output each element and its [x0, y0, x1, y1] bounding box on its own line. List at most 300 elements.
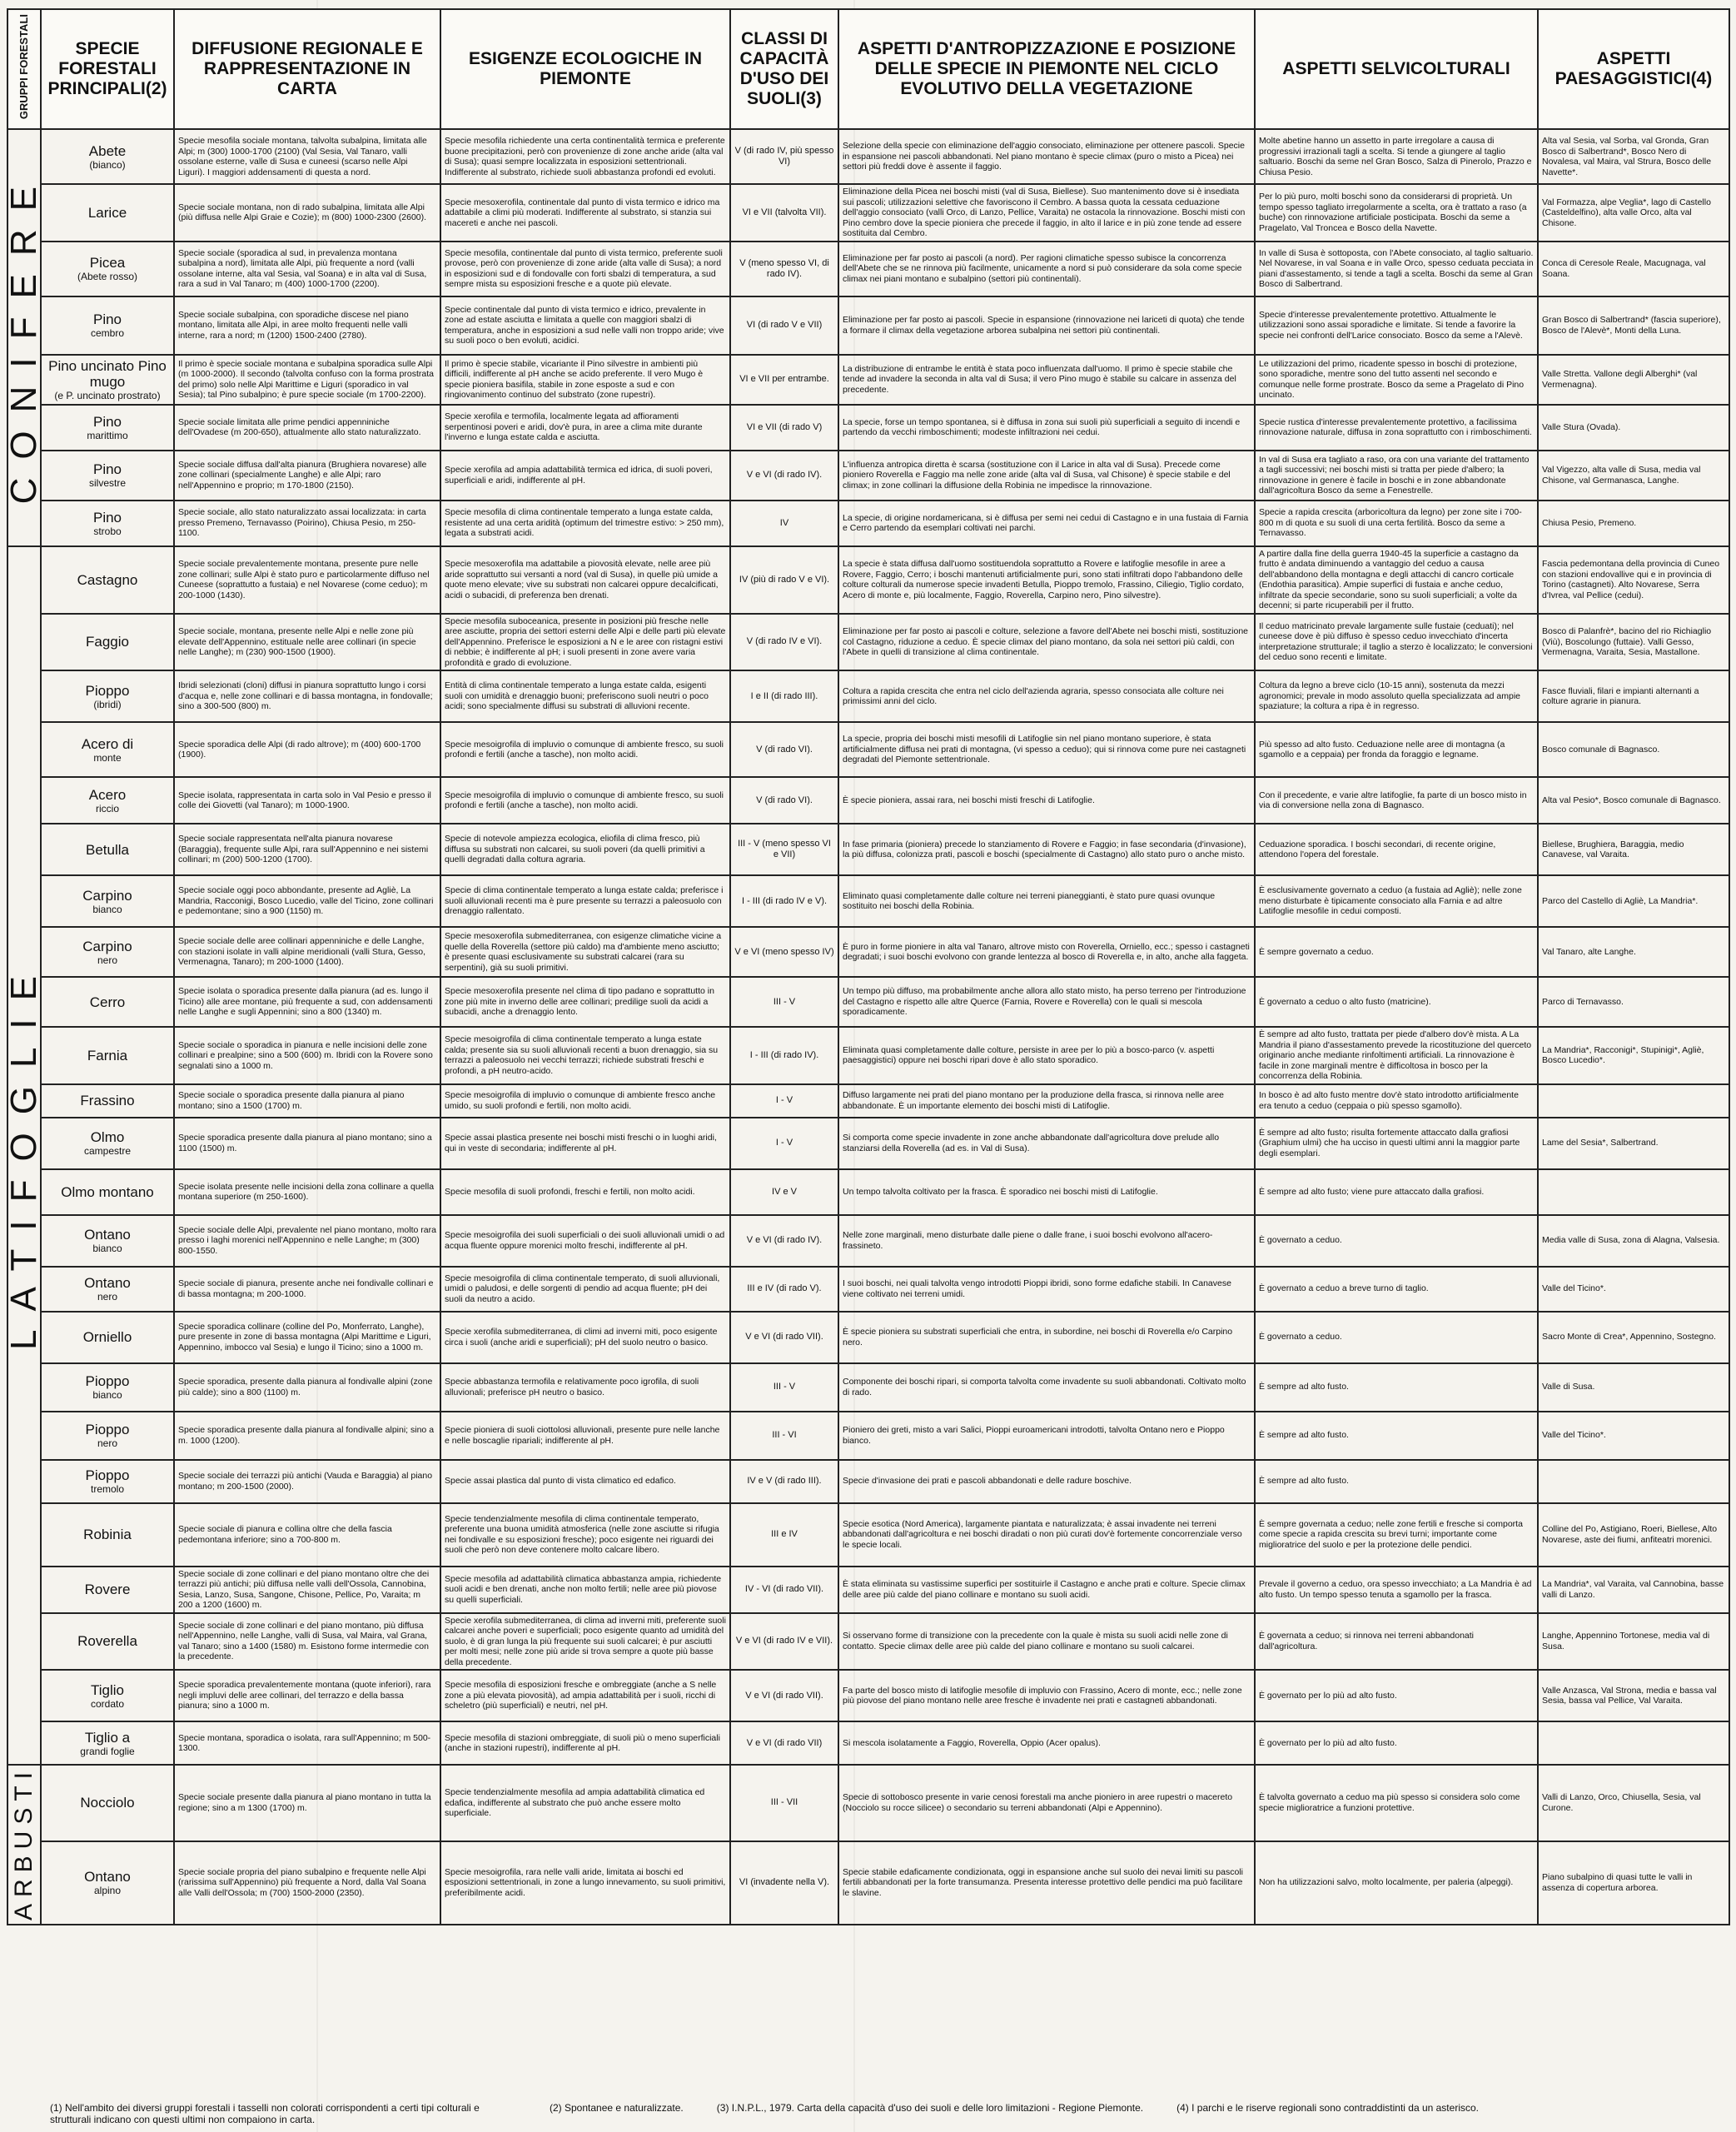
species-name — [41, 1841, 174, 1925]
selvicolturali-cell: Ceduazione sporadica. I boschi secondari, di recente origine, attendono l'opera del forestale. — [1255, 824, 1538, 875]
species-main: Pino uncinato Pino mugo — [48, 357, 167, 390]
table-row — [7, 614, 1729, 671]
esigenze-cell: Specie tendenzialmente mesofila ad ampia adattabilità climatica ed edafica, indifferente al substrato che può anche essere molto superficiale. — [440, 1765, 730, 1841]
table-row — [7, 355, 1729, 405]
species-sub: cembro — [90, 327, 124, 339]
classi-cell: VI e VII (talvolta VII). — [730, 184, 838, 242]
species-name — [41, 977, 174, 1027]
table-row — [7, 242, 1729, 296]
species-name — [41, 1765, 174, 1841]
species-sub: nero — [97, 954, 118, 966]
selvicolturali-cell: È governato a ceduo. — [1255, 1312, 1538, 1363]
species-name — [41, 184, 174, 242]
paesaggistici-cell: Colline del Po, Astigiano, Roeri, Biellese, Alto Novarese, aste dei fiumi, anfiteatri morenici. — [1538, 1503, 1729, 1567]
classi-cell: I e II (di rado III). — [730, 670, 838, 722]
species-name — [41, 1027, 174, 1084]
paesaggistici-cell: Valle del Ticino*. — [1538, 1267, 1729, 1312]
classi-cell: V (meno spesso VI, di rado IV). — [730, 242, 838, 296]
esigenze-cell: Specie pioniera di suoli ciottolosi alluvionali, presente pure nelle lanche e nelle boscaglie ripariali; indifferente al pH. — [440, 1412, 730, 1460]
species-sub: silvestre — [88, 477, 126, 489]
selvicolturali-cell: Coltura da legno a breve ciclo (10-15 anni), sostenuta da mezzi agronomici; prevale in modo assoluto quella specializzata ad ampie spaziature; la coltura a ripa è in regresso. — [1255, 670, 1538, 722]
classi-cell: I - V — [730, 1118, 838, 1169]
species-name — [41, 296, 174, 355]
species-name — [41, 1118, 174, 1169]
diffusione-cell: Specie sociale (sporadica al sud, in prevalenza montana subalpina a nord), limitata alle Alpi, più frequente a nord (valli ossolane interne, alta val Sesia, val Soana) e in alta val di Susa, rara a sud in Val Tanaro; m (400) 1000-1700 (2200). — [174, 242, 440, 296]
table-row — [7, 1363, 1729, 1412]
species-name — [41, 1670, 174, 1721]
diffusione-cell: Specie isolata, rappresentata in carta solo in Val Pesio e presso il colle dei Giovetti (val Tanaro); m 1000-1900. — [174, 777, 440, 824]
species-main: Betulla — [86, 841, 129, 858]
paesaggistici-cell: Bosco comunale di Bagnasco. — [1538, 722, 1729, 777]
species-main: Tiglio — [91, 1681, 124, 1698]
species-name — [41, 355, 174, 405]
species-main: Castagno — [77, 571, 138, 588]
diffusione-cell: Specie sociale rappresentata nell'alta pianura novarese (Baraggia), frequente sulle Alpi, rara sull'Appennino e nei sistemi collinari; m (200) 500-1200 (1700). — [174, 824, 440, 875]
diffusione-cell: Specie sociale oggi poco abbondante, presente ad Agliè, La Mandria, Racconigi, Bosco Lucedio, valle del Ticino, zone collinari e pedemontane; sino a 900 (1150) m. — [174, 875, 440, 927]
table-row — [7, 670, 1729, 722]
paesaggistici-cell: Alta val Pesio*, Bosco comunale di Bagnasco. — [1538, 777, 1729, 824]
diffusione-cell: Specie sporadica presente dalla pianura al fondivalle alpini; sino a m. 1000 (1200). — [174, 1412, 440, 1460]
selvicolturali-cell: È governato a ceduo a breve turno di taglio. — [1255, 1267, 1538, 1312]
table-row — [7, 1412, 1729, 1460]
diffusione-cell: Specie sociale delle Alpi, prevalente nel piano montano, molto rara presso i laghi morenici nell'Appennino e nelle Langhe; m (300) 800-1550. — [174, 1215, 440, 1267]
classi-cell: VI e VII (di rado V) — [730, 405, 838, 451]
diffusione-cell: Specie sociale di zone collinari e del piano montano, più diffusa nell'Appennino, nelle Langhe, valli di Susa, val Maira, val Grana, val Tanaro; sino a 1400 (1580) m. Esistono forme intermedie con la precedente. — [174, 1613, 440, 1671]
selvicolturali-cell: È governata a ceduo; si rinnova nei terreni abbandonati dall'agricoltura. — [1255, 1613, 1538, 1671]
paesaggistici-cell: Valle Anzasca, Val Strona, media e bassa val Sesia, bassa val Pellice, Val Varaita. — [1538, 1670, 1729, 1721]
paesaggistici-cell: Alta val Sesia, val Sorba, val Gronda, Gran Bosco di Salbertrand*, Bosco Nero di Novalesa, val Maira, val Strura, Bosco delle Navette*. — [1538, 129, 1729, 184]
classi-cell: IV e V (di rado III). — [730, 1460, 838, 1503]
header-classi: CLASSI DI CAPACITÀ D'USO DEI SUOLI(3) — [730, 9, 838, 129]
table-row — [7, 501, 1729, 546]
table-row — [7, 1027, 1729, 1084]
species-name — [41, 1412, 174, 1460]
species-name — [41, 875, 174, 927]
diffusione-cell: Specie sociale o sporadica in pianura e nelle incisioni delle zone collinari e prealpine; sino a 500 (600) m. Ibridi con la Rovere sono segnalati sino a 1000 m. — [174, 1027, 440, 1084]
table-row — [7, 1765, 1729, 1841]
esigenze-cell: Entità di clima continentale temperato a lunga estate calda, esigenti suoli con umidità e drenaggio buoni; preferiscono suoli neutri o poco acidi; sono specialmente diffusi su substrati di alluvioni recente. — [440, 670, 730, 722]
classi-cell: V (di rado IV e VI). — [730, 614, 838, 671]
esigenze-cell: Specie tendenzialmente mesofila di clima continentale temperato, preferente una buona umidità atmosferica (nelle zone asciutte si rifugia nei fondivalle e su esposizioni fresche); poco esigente nei riguardi dei suoli che però non deve contenere molto calcare libero. — [440, 1503, 730, 1567]
selvicolturali-cell: Specie d'interesse prevalentemente protettivo. Attualmente le utilizzazioni sono assai sporadiche e limitate. Si tende a favorire la specie nei confronti dell'Larice consociato. Bosco da seme a l'Alevè. — [1255, 296, 1538, 355]
header-gruppi: GRUPPI FORESTALI — [7, 9, 41, 129]
species-main: Larice — [87, 204, 127, 221]
group-latifoglie — [2, 546, 44, 1766]
footnote-4: (4) I parchi e le riserve regionali sono contraddistinti da un asterisco. — [1176, 2102, 1479, 2114]
esigenze-cell: Specie mesoxerofila, continentale dal punto di vista termico e idrico ma adattabile a climi più moderati. Indifferente al substrato, si stanzia sui macereti e anche nei pascoli. — [440, 184, 730, 242]
antropizzazione-cell: Eliminazione per far posto ai pascoli. Specie in espansione (rinnovazione nei lariceti di quota) che tende a formare il climax della vegetazione arborea subalpina nei settori più continentali. — [838, 296, 1255, 355]
species-sub: strobo — [93, 525, 122, 537]
species-name — [41, 1503, 174, 1567]
species-sub: (ibridi) — [93, 698, 122, 710]
selvicolturali-cell: Non ha utilizzazioni salvo, molto localmente, per paleria (alpeggi). — [1255, 1841, 1538, 1925]
antropizzazione-cell: Specie stabile edaficamente condizionata, oggi in espansione anche sul suolo dei nevai limiti su pascoli fertili abbandonati per la forte transumanza. Presenta interesse protettivo delle pendici ma può facilitare le slavine. — [838, 1841, 1255, 1925]
esigenze-cell: Specie mesofila di clima continentale temperato a lunga estate calda, resistente ad una certa aridità (optimum del trimestre estivo: > 250 mm), legata a substrati acidi. — [440, 501, 730, 546]
antropizzazione-cell: Un tempo talvolta coltivato per la frasca. È sporadico nei boschi misti di Latifoglie. — [838, 1169, 1255, 1215]
species-sub: marittimo — [87, 429, 128, 441]
classi-cell: V (di rado VI). — [730, 777, 838, 824]
species-main: Rovere — [84, 1582, 131, 1597]
paesaggistici-cell: Sacro Monte di Crea*, Appennino, Sostegno. — [1538, 1312, 1729, 1363]
species-main: Pioppo — [85, 1467, 130, 1483]
species-main: Pino — [92, 413, 122, 430]
species-main: Pioppo — [85, 682, 130, 699]
paesaggistici-cell: La Mandria*, val Varaita, val Cannobina, basse valli di Lanzo. — [1538, 1567, 1729, 1613]
paesaggistici-cell: Langhe, Appennino Tortonese, media val di Susa. — [1538, 1613, 1729, 1671]
esigenze-cell: Specie mesoigrofila di clima continentale temperato, di suoli alluvionali, umidi o paludosi, e delle sorgenti di pendio ad acqua fluente; pH dei suoli da neutro a acido. — [440, 1267, 730, 1312]
species-main: Orniello — [82, 1329, 132, 1345]
species-sub: cordato — [90, 1697, 125, 1710]
paesaggistici-cell: Valle del Ticino*. — [1538, 1412, 1729, 1460]
classi-cell: III e IV (di rado V). — [730, 1267, 838, 1312]
diffusione-cell: Specie sociale, montana, presente nelle Alpi e nelle zone più elevate dell'Appennino, estituale nelle aree collinari (in specie nelle Langhe); m (230) 900-1500 (1900). — [174, 614, 440, 671]
selvicolturali-cell: In bosco è ad alto fusto mentre dov'è stato introdotto artificialmente era tenuto a ceduo (ceppaia o più spesso sgamollo). — [1255, 1084, 1538, 1118]
species-sub: alpino — [93, 1885, 122, 1897]
species-sub: bianco — [92, 1243, 122, 1254]
classi-cell: IV (più di rado V e VI). — [730, 546, 838, 614]
footnote-2: (2) Spontanee e naturalizzate. — [550, 2102, 684, 2114]
antropizzazione-cell: Si comporta come specie invadente in zone anche abbandonate dall'agricoltura dove prelude allo stanziarsi della Roverella (ad es. in Val di Susa). — [838, 1118, 1255, 1169]
diffusione-cell: Specie sociale di pianura e collina oltre che della fascia pedemontana inferiore; sino a 700-800 m. — [174, 1503, 440, 1567]
species-sub: nero — [97, 1437, 118, 1449]
group-label: ARBUSTI — [9, 1766, 37, 1921]
species-main: Ontano — [84, 1227, 131, 1243]
paesaggistici-cell: Chiusa Pesio, Premeno. — [1538, 501, 1729, 546]
species-name — [41, 1460, 174, 1503]
selvicolturali-cell: È governato per lo più ad alto fusto. — [1255, 1670, 1538, 1721]
paesaggistici-cell: Bosco di Palanfrè*, bacino del rio Richiaglio (Viù), Boscolungo (futtaie). Valli Gesso, Vermenagna, Varaita, Sesia, Mastallone. — [1538, 614, 1729, 671]
esigenze-cell: Specie mesoigrofila di clima continentale temperato a lunga estate calda; presente sia su suoli alluvionali recenti a buon drenaggio, sia su terrazzi a paleosuolo nei vecchi terrazzi; richiede substrati freschi e profondi, a pH neutro-acido. — [440, 1027, 730, 1084]
footnote-1: (1) Nell'ambito dei diversi gruppi forestali i tasselli non colorati corrispondenti a certi tipi colturali e strutturali indicano con questi ultimi non compaiono in carta. — [50, 2102, 480, 2125]
selvicolturali-cell: È sempre governato a ceduo. — [1255, 927, 1538, 977]
antropizzazione-cell: Fa parte del bosco misto di latifoglie mesofile di impluvio con Frassino, Acero di monte, ecc.; nelle zone più piovose del piano montano nelle aree fresche è invadente nei prati e castagneti abbandonati. — [838, 1670, 1255, 1721]
classi-cell: III - V (meno spesso VI e VII) — [730, 824, 838, 875]
table-row — [7, 875, 1729, 927]
antropizzazione-cell: Eliminato quasi completamente dalle colture nei terreni pianeggianti, è stato pure quasi ovunque sostituito nei boschi della Robinia. — [838, 875, 1255, 927]
antropizzazione-cell: La distribuzione di entrambe le entità è stata poco influenzata dall'uomo. Il primo è specie stabile che tende ad invadere la seconda in alta val di Susa; il vero Pino mugo è stabile su calcare in assenza del precedente. — [838, 355, 1255, 405]
species-name — [41, 1312, 174, 1363]
species-name — [41, 546, 174, 614]
species-name — [41, 405, 174, 451]
esigenze-cell: Specie mesoigrofila di impluvio o comunque di ambiente fresco, su suoli profondi e fertili (anche a tasche), non molto acidi. — [440, 777, 730, 824]
table-row — [7, 129, 1729, 184]
species-sub: bianco — [92, 903, 122, 915]
classi-cell: IV - VI (di rado VII). — [730, 1567, 838, 1613]
selvicolturali-cell: È sempre ad alto fusto. — [1255, 1460, 1538, 1503]
selvicolturali-cell: È governato a ceduo. — [1255, 1215, 1538, 1267]
esigenze-cell: Specie xerofila e termofila, localmente legata ad affioramenti serpentinosi poveri e aridi, dov'è pura, in aree a clima mite durante l'inverno e lunga estate calda e asciutta. — [440, 405, 730, 451]
group-label: CONIFERE — [2, 167, 44, 505]
header-antropizzazione: ASPETTI D'ANTROPIZZAZIONE E POSIZIONE DELLE SPECIE IN PIEMONTE NEL CICLO EVOLUTIVO DELLA VEGETAZIONE — [838, 9, 1255, 129]
diffusione-cell: Specie sociale montana, non di rado subalpina, limitata alle Alpi (più diffusa nelle Alpi Graie e Cozie); m (800) 1000-2300 (2600). — [174, 184, 440, 242]
antropizzazione-cell: Eliminazione per far posto ai pascoli e colture, selezione a favore dell'Abete nei boschi misti, sostituzione col Castagno, riduzione a ceduo. È specie climax del piano montano, da sola nei settori più caldi, con l'Abete in quelli di transizione al clima continentale. — [838, 614, 1255, 671]
selvicolturali-cell: Specie a rapida crescita (arboricoltura da legno) per zone site i 700-800 m di quota e su suoli di una certa fertilità. Bosco da seme a Ternavasso. — [1255, 501, 1538, 546]
paesaggistici-cell: Parco del Castello di Agliè, La Mandria*. — [1538, 875, 1729, 927]
esigenze-cell: Specie mesofila di suoli profondi, freschi e fertili, non molto acidi. — [440, 1169, 730, 1215]
table-row — [7, 777, 1729, 824]
species-name — [41, 1567, 174, 1613]
table-row — [7, 1267, 1729, 1312]
esigenze-cell: Specie mesofila ad adattabilità climatica abbastanza ampia, richiedente suoli acidi e ben drenati, anche non molto fertili; nelle aree più piovose su quelli superficiali. — [440, 1567, 730, 1613]
selvicolturali-cell: Le utilizzazioni del primo, ricadente spesso in boschi di protezione, sono sporadiche, mentre sono del tutto assenti nel secondo e comunque nelle forme prostrate. Bosco da seme a Pragelato di Pino uncinato. — [1255, 355, 1538, 405]
selvicolturali-cell: Con il precedente, e varie altre latifoglie, fa parte di un bosco misto in via di conversione nella zona di Bagnasco. — [1255, 777, 1538, 824]
esigenze-cell: Specie mesoigrofila dei suoli superficiali o dei suoli alluvionali umidi o ad acqua fluente oppure morenici molto freschi, indifferente al pH. — [440, 1215, 730, 1267]
species-name — [41, 501, 174, 546]
classi-cell: VI (invadente nella V). — [730, 1841, 838, 1925]
species-sub: nero — [97, 1291, 118, 1303]
paesaggistici-cell: Valle Stura (Ovada). — [1538, 405, 1729, 451]
antropizzazione-cell: La specie, propria dei boschi misti mesofili di Latifoglie sin nel piano montano superiore, è stata artificialmente diffusa nei prati di montagna, (vi spesso a ceduo); qui si rinnova come pure nei castagneti degradati del Piemonte settentrionale. — [838, 722, 1255, 777]
paesaggistici-cell: Val Formazza, alpe Veglia*, lago di Castello (Casteldelfino), alta valle Orco, alta val Chisone. — [1538, 184, 1729, 242]
classi-cell: I - III (di rado IV). — [730, 1027, 838, 1084]
paesaggistici-cell: Valli di Lanzo, Orco, Chiusella, Sesia, val Curone. — [1538, 1765, 1729, 1841]
selvicolturali-cell: Più spesso ad alto fusto. Ceduazione nelle aree di montagna (a sgamollo e a ceppaia) per fronda da foraggio e legname. — [1255, 722, 1538, 777]
diffusione-cell: Specie sociale diffusa dall'alta pianura (Brughiera novarese) alle zone collinari (specialmente Langhe) e alle Alpi; raro nell'Appennino e proprio; m 170-1800 (2150). — [174, 451, 440, 501]
species-name — [41, 614, 174, 671]
antropizzazione-cell: L'influenza antropica diretta è scarsa (sostituzione con il Larice in alta val di Susa). Precede come pioniero Roverella e Faggio ma nelle zone aride (alta val di Susa, val Chisone) è specie stabile e del climax; in zone collinari la diffusione della Robinia ne impedisce la rinnovazione. — [838, 451, 1255, 501]
species-main: Frassino — [80, 1093, 135, 1108]
species-sub: (e P. uncinato prostrato) — [54, 389, 161, 401]
paesaggistici-cell — [1538, 1721, 1729, 1765]
antropizzazione-cell: Eliminazione per far posto ai pascoli (a nord). Per ragioni climatiche spesso subisce la concorrenza dell'Abete che se ne rinnova più facilmente, unicamente a nord si può considerare da sola come specie climax nei piani montano e subalpino (settori più continentali). — [838, 242, 1255, 296]
antropizzazione-cell: Un tempo più diffuso, ma probabilmente anche allora allo stato misto, ha perso terreno per l'introduzione del Castagno e rispetto alle altre Querce (Farnia, Rovere e Roverella) con le quali si mescola sporadicamente. — [838, 977, 1255, 1027]
header-esigenze: ESIGENZE ECOLOGICHE IN PIEMONTE — [440, 9, 730, 129]
paesaggistici-cell: Val Vigezzo, alta valle di Susa, media val Chisone, val Germanasca, Langhe. — [1538, 451, 1729, 501]
antropizzazione-cell: Specie esotica (Nord America), largamente piantata e naturalizzata; è assai invadente nei terreni abbandonati dall'agricoltura e nei boschi diradati o non più curati dov'è fortemente concorrenziale verso le specie locali. — [838, 1503, 1255, 1567]
paesaggistici-cell: Lame del Sesia*, Salbertrand. — [1538, 1118, 1729, 1169]
diffusione-cell: Specie sociale o sporadica presente dalla pianura al piano montano; sino a 1500 (1700) m. — [174, 1084, 440, 1118]
table-row — [7, 296, 1729, 355]
antropizzazione-cell: Si mescola isolatamente a Faggio, Roverella, Oppio (Acer opalus). — [838, 1721, 1255, 1765]
species-name — [41, 1363, 174, 1412]
table-row — [7, 722, 1729, 777]
table-row — [7, 451, 1729, 501]
species-name — [41, 1084, 174, 1118]
species-sub: (Abete rosso) — [77, 271, 138, 282]
header-specie: SPECIE FORESTALI PRINCIPALI(2) — [41, 9, 174, 129]
table-row — [7, 977, 1729, 1027]
species-name — [41, 1215, 174, 1267]
species-main: Pioppo — [85, 1373, 130, 1389]
species-name — [41, 1267, 174, 1312]
table-row — [7, 824, 1729, 875]
antropizzazione-cell: Coltura a rapida crescita che entra nel ciclo dell'azienda agraria, spesso consociata alle colture nei primissimi anni del ciclo. — [838, 670, 1255, 722]
species-name — [41, 1169, 174, 1215]
species-main: Faggio — [86, 634, 129, 650]
antropizzazione-cell: La specie, di origine nordamericana, si è diffusa per semi nei cedui di Castagno e in una fustaia di Farnia e Cerro partendo da esemplari coltivati nei parchi. — [838, 501, 1255, 546]
paesaggistici-cell: Fascia pedemontana della provincia di Cuneo con stazioni endovallive qui e in provincia di Torino (castagneti). Alto Novarese, Serra d'Ivrea, val Pellice (cedui). — [1538, 546, 1729, 614]
antropizzazione-cell: È puro in forme pioniere in alta val Tanaro, altrove misto con Roverella, Orniello, ecc.; spesso i castagneti degradati; i suoi boschi evolvono con grande lentezza al bosco di Roverella e, in alto, anche alla faggeta. — [838, 927, 1255, 977]
classi-cell: VI e VII per entrambe. — [730, 355, 838, 405]
antropizzazione-cell: La specie, forse un tempo spontanea, si è diffusa in zona sui suoli più superficiali a seguito di incendi e partendo da vecchi rimboschimenti; modeste infiltrazioni nei cedui. — [838, 405, 1255, 451]
species-name — [41, 451, 174, 501]
diffusione-cell: Specie sociale di pianura, presente anche nei fondivalle collinari e di bassa montagna; m 200-1000. — [174, 1267, 440, 1312]
diffusione-cell: Specie sociale delle aree collinari appenniniche e delle Langhe, con stazioni isolate in valli alpine meridionali (valli Stura, Gesso, Vermenagna, Tanaro); m 200-1000 (1400). — [174, 927, 440, 977]
table-row — [7, 1613, 1729, 1671]
diffusione-cell: Specie mesofila sociale montana, talvolta subalpina, limitata alle Alpi; m (300) 1000-1700 (2100) (Val Sesia, Val Tanaro, valli ossolane esterne, valle di Susa e cuneesi (scarso nelle Alpi Liguri). I maggiori addensamenti di questa a nord. — [174, 129, 440, 184]
table-row — [7, 927, 1729, 977]
diffusione-cell: Specie sporadica presente dalla pianura al piano montano; sino a 1100 (1500) m. — [174, 1118, 440, 1169]
species-main: Carpino — [82, 887, 132, 904]
table-row — [7, 1215, 1729, 1267]
classi-cell: III - VI — [730, 1412, 838, 1460]
species-main: Nocciolo — [80, 1795, 135, 1811]
footnotes — [50, 2102, 1715, 2125]
selvicolturali-cell: È sempre ad alto fusto; viene pure attaccato dalla grafiosi. — [1255, 1169, 1538, 1215]
species-main: Farnia — [87, 1047, 128, 1064]
table-row — [7, 1084, 1729, 1118]
table-row — [7, 1118, 1729, 1169]
group-label: LATIFOGLIE — [2, 957, 44, 1351]
species-name — [41, 722, 174, 777]
diffusione-cell: Specie isolata presente nelle incisioni della zona collinare a quella montana superiore (m 250-1600). — [174, 1169, 440, 1215]
selvicolturali-cell: In val di Susa era tagliato a raso, ora con una variante del trattamento a tagli successivi; nei boschi misti si tratta per piede d'albero; la rinnovazione in genere è facile in boschi e in zone abbandonate dall'agricoltura Bosco da seme a Fenestrelle. — [1255, 451, 1538, 501]
selvicolturali-cell: In valle di Susa è sottoposta, con l'Abete consociato, al taglio saltuario. Nel Novarese, in val Soana e in valle Orco, spesso ceduata pecciata in piani d'assestamento, si tende a tagli a scelta. Boschi da seme al Gran Bosco di Salbertrand. — [1255, 242, 1538, 296]
table-row — [7, 405, 1729, 451]
antropizzazione-cell: Componente dei boschi ripari, si comporta talvolta come invadente su suoli abbandonati. Coltivato molto di rado. — [838, 1363, 1255, 1412]
group-conifere — [2, 129, 44, 546]
species-main: Cerro — [89, 994, 126, 1010]
species-name — [41, 927, 174, 977]
paesaggistici-cell: Val Tanaro, alte Langhe. — [1538, 927, 1729, 977]
classi-cell: I - III (di rado IV e V). — [730, 875, 838, 927]
paesaggistici-cell: Piano subalpino di quasi tutte le valli in assenza di copertura arborea. — [1538, 1841, 1729, 1925]
table-row — [7, 1460, 1729, 1503]
classi-cell: III e IV — [730, 1503, 838, 1567]
classi-cell: I - V — [730, 1084, 838, 1118]
diffusione-cell: Specie sociale subalpina, con sporadiche discese nel piano montano, limitata alle Alpi, in aree molto frequenti nelle valli interne, rara a nord; m (1200) 1500-2400 (2780). — [174, 296, 440, 355]
esigenze-cell: Specie mesofila richiedente una certa continentalità termica e preferente buone precipitazioni, però con provenienze di zone anche aride (alta val di Susa); quasi sempre localizzata in esposizioni settentrionali. Indifferente al substrato, richiede suoli abbastanza profondi ed evoluti. — [440, 129, 730, 184]
esigenze-cell: Specie mesofila di esposizioni fresche e ombreggiate (anche a S nelle zone a più elevata piovosità), ad ampia adattabilità per i suoli, ricchi di scheletro (più superficiali) e neutri, nel pH. — [440, 1670, 730, 1721]
esigenze-cell: Specie di notevole ampiezza ecologica, eliofila di clima fresco, più diffusa su substrati non calcarei, su suoli poveri (da quelli primitivi a quelli degradati dalla coltura agraria. — [440, 824, 730, 875]
species-main: Pioppo — [85, 1422, 130, 1437]
paesaggistici-cell: Conca di Ceresole Reale, Macugnaga, val Soana. — [1538, 242, 1729, 296]
esigenze-cell: Specie mesoxerofila submediterranea, con esigenze climatiche vicine a quelle della Roverella (settore più caldo) ma d'ambiente meno asciutto; è presente quasi esclusivamente su substrati calcarei (rara su serpentini), già su suoli primitivi. — [440, 927, 730, 977]
diffusione-cell: Specie sociale propria del piano subalpino e frequente nelle Alpi (rarissima sull'Appennino) più frequente a Nord, dalla Val Soana alle Valli dell'Ossola; m (700) 1500-2000 (2350). — [174, 1841, 440, 1925]
classi-cell: VI (di rado V e VII) — [730, 296, 838, 355]
diffusione-cell: Specie isolata o sporadica presente dalla pianura (ad es. lungo il Ticino) alle aree montane, più frequente a sud, con addensamenti nelle Langhe e sugli Appennini; sino a 800 (1340) m. — [174, 977, 440, 1027]
species-main: Pino — [92, 311, 122, 327]
species-main: Pino — [92, 509, 122, 526]
classi-cell: III - V — [730, 1363, 838, 1412]
species-main: Abete — [88, 142, 127, 159]
classi-cell: III - V — [730, 977, 838, 1027]
selvicolturali-cell: A partire dalla fine della guerra 1940-45 la superficie a castagno da frutto è andata diminuendo a vantaggio del ceduo a causa dell'abbandono della montagna e degli attacchi di cancro corticale (Endothia parasitica). Ampie superfici di fustaia e anche ceduo, infiltrate da specie secondarie, sono su suoli superficiali; a volte da decenni; si parte ricuperabili per il frutto. — [1255, 546, 1538, 614]
antropizzazione-cell: La specie è stata diffusa dall'uomo sostituendola soprattutto a Rovere e latifoglie mesofile in aree a Rovere, Faggio, Cerro; i boschi mantenuti artificialmente puri, sono stati infiltrati dopo l'abbandono delle colture colturali da numerose specie invadenti Betulla, Pioppo tremolo, Frassino, Ciliegio, Tiglio cordato, Acero di monte e, più localmente, Faggio, Roverella, Carpino nero, Pino silvestre). — [838, 546, 1255, 614]
esigenze-cell: Specie abbastanza termofila e relativamente poco igrofila, di suoli alluvionali; preferisce pH neutro o basico. — [440, 1363, 730, 1412]
diffusione-cell: Il primo è specie sociale montana e subalpina sporadica sulle Alpi (m 1000-2000). Il secondo (talvolta confuso con la forma prostrata del primo) solo nelle Alpi Marittime e Liguri (sporadico in val Sesia); tal Pino subalpino; è pure specie sociale (m 1700-2200). — [174, 355, 440, 405]
species-main: Pino — [92, 461, 122, 477]
paesaggistici-cell: La Mandria*, Racconigi*, Stupinigi*, Agliè, Bosco Lucedio*. — [1538, 1027, 1729, 1084]
selvicolturali-cell: È esclusivamente governato a ceduo (a fustaia ad Agliè); nelle zone meno disturbate è tipicamente consociato alla Farnia e ad altre Latifoglie mesofile in cedui composti. — [1255, 875, 1538, 927]
species-main: Ontano — [84, 1275, 131, 1291]
species-main: Ontano — [84, 1869, 131, 1885]
table-row — [7, 1670, 1729, 1721]
selvicolturali-cell: È sempre ad alto fusto, trattata per piede d'albero dov'è mista. A La Mandria il piano d'assestamento prevede la ricostituzione del querceto originario anche mediante rinfoltimenti artificiali. La rinnovazione è facile in zone marginali mentre è difficoltosa in bosco per la concorrenza della Robinia. — [1255, 1027, 1538, 1084]
esigenze-cell: Il primo è specie stabile, vicariante il Pino silvestre in ambienti più difficili, indifferente al pH anche se acido preferente. Il vero Mugo è specie pioniera basifila, stabile in zone esposte a sud e con ringiovanimento continuo del substrato (zone rupestri). — [440, 355, 730, 405]
species-sub: monte — [93, 751, 122, 764]
classi-cell: IV e V — [730, 1169, 838, 1215]
diffusione-cell: Specie sporadica, presente dalla pianura al fondivalle alpini (zone più calde); sino a 800 (1100) m. — [174, 1363, 440, 1412]
species-name — [41, 824, 174, 875]
header-row — [7, 9, 1729, 129]
species-sub: grandi foglie — [80, 1745, 135, 1757]
species-main: Carpino — [82, 938, 132, 954]
paesaggistici-cell: Media valle di Susa, zona di Alagna, Valsesia. — [1538, 1215, 1729, 1267]
esigenze-cell: Specie continentale dal punto di vista termico e idrico, prevalente in zone ad estate asciutta e limitata a quelle con maggiori sbalzi di temperatura, anche in esposizioni a sud nelle valli non troppo aride; vive su suoli poco o ben evoluti, acidici. — [440, 296, 730, 355]
diffusione-cell: Specie sociale, allo stato naturalizzato assai localizzata: in carta presso Premeno, Ternavasso (Poirino), Chiusa Pesio, m 250-1100. — [174, 501, 440, 546]
antropizzazione-cell: In fase primaria (pioniera) precede lo stanziamento di Rovere e Faggio; in fase secondaria (d'invasione), la più diffusa, colonizza prati, pascoli e boschi (specialmente di Castagno) allo stato puro o anche misto. — [838, 824, 1255, 875]
classi-cell: V e VI (di rado IV). — [730, 1215, 838, 1267]
antropizzazione-cell: È specie pioniera su substrati superficiali che entra, in subordine, nei boschi di Roverella e/o Carpino nero. — [838, 1312, 1255, 1363]
table-body — [2, 129, 1729, 1925]
classi-cell: V e VI (di rado VII). — [730, 1670, 838, 1721]
diffusione-cell: Specie sporadica prevalentemente montana (quote inferiori), rara negli impluvi delle aree collinari, del terrazzo e della bassa pianura; sino a 1000 m. — [174, 1670, 440, 1721]
species-name — [41, 242, 174, 296]
species-main: Tiglio a — [84, 1729, 131, 1746]
selvicolturali-cell: Specie rustica d'interesse prevalentemente protettivo, a facilissima rinnovazione naturale, diffusa in zona soprattutto con i rimboschimenti. — [1255, 405, 1538, 451]
classi-cell: V (di rado VI). — [730, 722, 838, 777]
antropizzazione-cell: Diffuso largamente nei prati del piano montano per la produzione della frasca, si rinnova nelle aree abbandonate. È un importante elemento dei boschi misti di Latifoglie. — [838, 1084, 1255, 1118]
paesaggistici-cell: Fasce fluviali, filari e impianti alternanti a colture agrarie in pianura. — [1538, 670, 1729, 722]
classi-cell: V e VI (di rado VII). — [730, 1312, 838, 1363]
esigenze-cell: Specie mesoigrofila di impluvio o comunque di ambiente fresco, su suoli profondi e fertili (anche a tasche), non molto acidi. — [440, 722, 730, 777]
esigenze-cell: Specie mesofila suboceanica, presente in posizioni più fresche nelle aree asciutte, propria dei settori esterni delle Alpi e delle parti più elevate dell'Appennino. Preferisce le esposizioni a N e le aree con ristagni estivi di nebbie; è indifferente al pH; i suoli presenti in zone avere varia profondità e grado di evoluzione. — [440, 614, 730, 671]
esigenze-cell: Specie mesofila di stazioni ombreggiate, di suoli più o meno superficiali (anche in stazioni rupestri), indifferente al pH. — [440, 1721, 730, 1765]
esigenze-cell: Specie di clima continentale temperato a lunga estate calda; preferisce i suoli alluvionali recenti ma è pure presente su terrazzi a paleosuolo con drenaggio rallentato. — [440, 875, 730, 927]
diffusione-cell: Specie sociale limitata alle prime pendici appenniniche dell'Ovadese (m 200-650), attualmente allo stato naturalizzato. — [174, 405, 440, 451]
antropizzazione-cell: Specie d'invasione dei prati e pascoli abbandonati e delle radure boschive. — [838, 1460, 1255, 1503]
esigenze-cell: Specie xerofila submediterranea, di clima ad inverni miti, preferente suoli calcarei anche poveri e superficiali; poco esigente quanto ad umidità del suolo, è di gran lunga la più frequente sui suoli calcarei; è pur asciutti per molti mesi; nelle zone più aride si trova sempre a quote più basse della precedente. — [440, 1613, 730, 1671]
species-name — [41, 1721, 174, 1765]
esigenze-cell: Specie assai plastica dal punto di vista climatico ed edafico. — [440, 1460, 730, 1503]
group-arbusti — [7, 1765, 41, 1925]
classi-cell: V e VI (di rado VII) — [730, 1721, 838, 1765]
species-main: Picea — [89, 255, 126, 271]
table-row — [7, 1841, 1729, 1925]
esigenze-cell: Specie mesofila, continentale dal punto di vista termico, preferente suoli provose, però con provenienze di zone aride (alta valle di Susa); a nord in esposizioni sud e di fondovalle con forti sbalzi di temperatura, a sud sempre mista su esposizioni fresche e a quote più elevate. — [440, 242, 730, 296]
antropizzazione-cell: Eliminazione della Picea nei boschi misti (val di Susa, Biellese). Suo mantenimento dove si è insediata sui pascoli; utilizzazioni selettive che favoriscono il Cembro. A bassa quota la cessata ceduazione dell'aggio consociato (valli Orco, di Lanzo, Pellice, Varaita) ne ostacola la rinnovazione. Boschi misti con Pino cembro dove la specie pioniera che precede il faggio, in alto il larice e in più zone tende ad essere sostituita dal Cembro. — [838, 184, 1255, 242]
diffusione-cell: Specie sociale prevalentemente montana, presente pure nelle zone collinari; sulle Alpi è stato puro e particolarmente diffuso nel Cuneese (soprattutto a fustaia) e nel Novarese (come ceduo); m 200-1000 (1430). — [174, 546, 440, 614]
header-paesaggistici: ASPETTI PAESAGGISTICI(4) — [1538, 9, 1729, 129]
diffusione-cell: Specie sociale di zone collinari e del piano montano oltre che dei terrazzi più antichi; più diffusa nelle valli dell'Ossola, Cannobina, Sesia, Lanzo, Susa, Sangone, Chisone, Pellice, Po, Varaita; m 200 a 1200 (1600) m. — [174, 1567, 440, 1613]
table-row — [7, 1312, 1729, 1363]
species-name — [41, 670, 174, 722]
antropizzazione-cell: Eliminata quasi completamente dalle colture, persiste in aree per lo più a bosco-parco (v. aspetti paesaggistici) oppure nei boschi ripari dove è allo stato sporadico. — [838, 1027, 1255, 1084]
species-sub: (bianco) — [89, 158, 126, 171]
antropizzazione-cell: Si osservano forme di transizione con la precedente con la quale è mista su suoli acidi nelle zone di contatto. Specie climax delle aree più calde del piano collinare e montano su suoli calcarei. — [838, 1613, 1255, 1671]
species-main: Roverella — [77, 1633, 137, 1650]
selvicolturali-cell: È talvolta governato a ceduo ma più spesso si considera solo come specie miglioratrice a funzioni protettive. — [1255, 1765, 1538, 1841]
selvicolturali-cell: È sempre ad alto fusto. — [1255, 1363, 1538, 1412]
species-sub: campestre — [83, 1145, 132, 1157]
paesaggistici-cell — [1538, 1460, 1729, 1503]
paesaggistici-cell: Valle di Susa. — [1538, 1363, 1729, 1412]
species-main: Olmo — [90, 1129, 125, 1145]
diffusione-cell: Specie sociale dei terrazzi più antichi (Vauda e Baraggia) al piano montano; m 200-1500 (2000). — [174, 1460, 440, 1503]
paesaggistici-cell — [1538, 1084, 1729, 1118]
esigenze-cell: Specie mesoxerofila ma adattabile a piovosità elevate, nelle aree più aride soprattutto sui versanti a nord (val di Susa), in quelle più umide a quote meno elevate; vive su substrati non calcarei oppure decalcificati, acidi o subacidi, di preferenza ben drenati. — [440, 546, 730, 614]
classi-cell: III - VII — [730, 1765, 838, 1841]
species-sub: tremolo — [90, 1483, 124, 1495]
header-diffusione: DIFFUSIONE REGIONALE E RAPPRESENTAZIONE IN CARTA — [174, 9, 440, 129]
paesaggistici-cell: Biellese, Brughiera, Baraggia, medio Canavese, val Varaita. — [1538, 824, 1729, 875]
classi-cell: IV — [730, 501, 838, 546]
species-main: Acero di — [81, 735, 134, 752]
diffusione-cell: Specie sporadica delle Alpi (di rado altrove); m (400) 600-1700 (1900). — [174, 722, 440, 777]
selvicolturali-cell: Il ceduo matricinato prevale largamente sulle fustaie (ceduati); nel cuneese dove è più diffuso è spesso ceduo invecchiato d'incerta interpretazione strutturale; il taglio a sterzo è localizzato; le conversioni del ceduo sono recenti e limitate. — [1255, 614, 1538, 671]
classi-cell: V e VI (di rado IV). — [730, 451, 838, 501]
